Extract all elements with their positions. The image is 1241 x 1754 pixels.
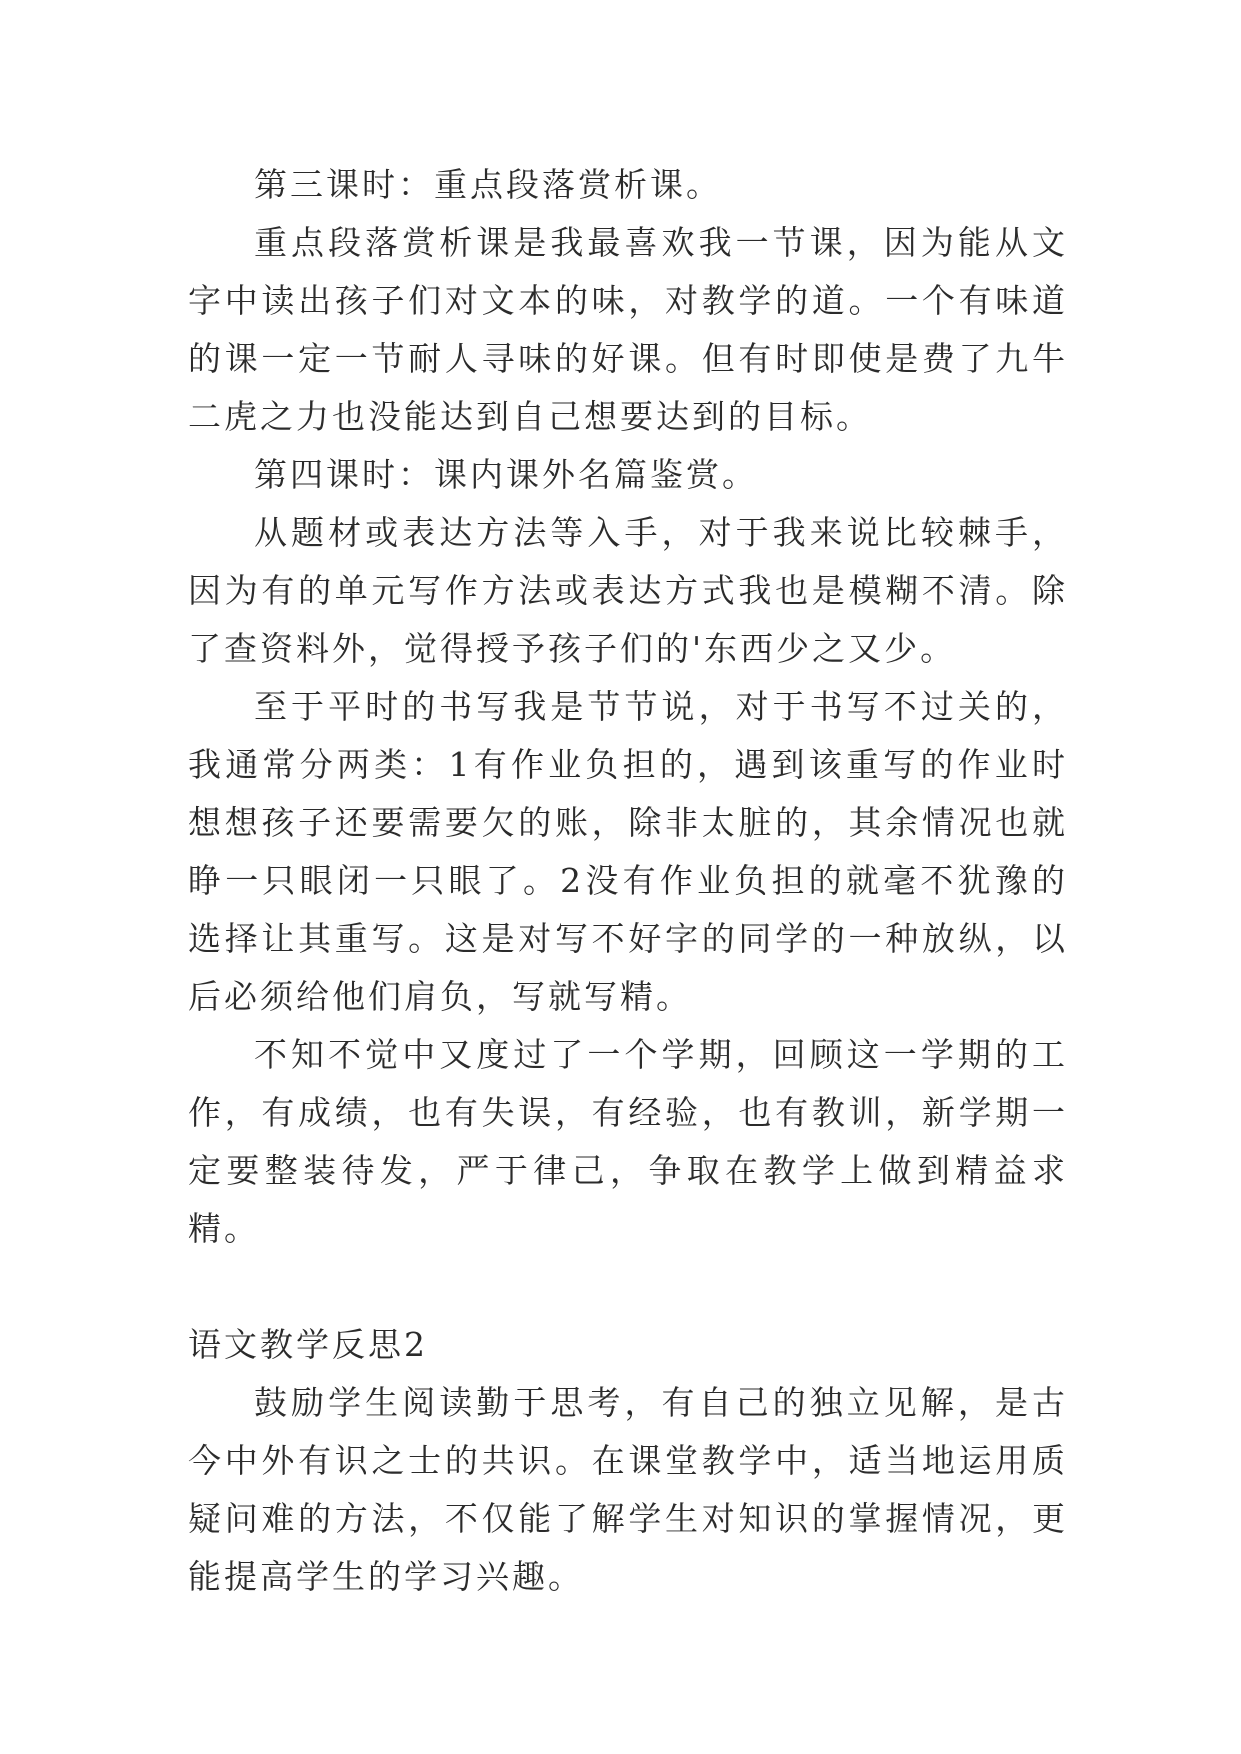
section-title: 语文教学反思2 [188,1325,428,1364]
paragraph-lesson-four-body: 从题材或表达方法等入手，对于我来说比较棘手，因为有的单元写作方法或表达方式我也是模糊不清。除了查资料外，觉得授予孩子们的'东西少之又少。 [188,513,1068,668]
paragraph-handwriting: 至于平时的书写我是节节说，对于书写不过关的，我通常分两类：1有作业负担的，遇到该重写的作业时想想孩子还要需要欠的账，除非太脏的，其余情况也就睁一只眼闭一只眼了。2没有作业负担的就毫不犹豫的选择让其重写。这是对写不好字的同学的一种放纵，以后必须给他们肩负，写就写精。 [188,687,1068,1016]
paragraph-lesson-three-body: 重点段落赏析课是我最喜欢我一节课，因为能从文字中读出孩子们对文本的味，对教学的道。一个有味道的课一定一节耐人寻味的好课。但有时即使是费了九牛二虎之力也没能达到自己想要达到的目标。 [188,223,1068,436]
paragraph-summary: 不知不觉中又度过了一个学期，回顾这一学期的工作，有成绩，也有失误，有经验，也有教训，新学期一定要整装待发，严于律己，争取在教学上做到精益求精。 [188,1035,1068,1248]
document-body [188,156,1068,1606]
section-spacer [188,1258,1068,1316]
section-paragraph: 鼓励学生阅读勤于思考，有自己的独立见解，是古今中外有识之士的共识。在课堂教学中，适当地运用质疑问难的方法，不仅能了解学生对知识的掌握情况，更能提高学生的学习兴趣。 [188,1383,1068,1596]
paragraph-lesson-three: 第三课时：重点段落赏析课。 [254,165,722,204]
paragraph-lesson-four: 第四课时：课内课外名篇鉴赏。 [254,455,758,494]
